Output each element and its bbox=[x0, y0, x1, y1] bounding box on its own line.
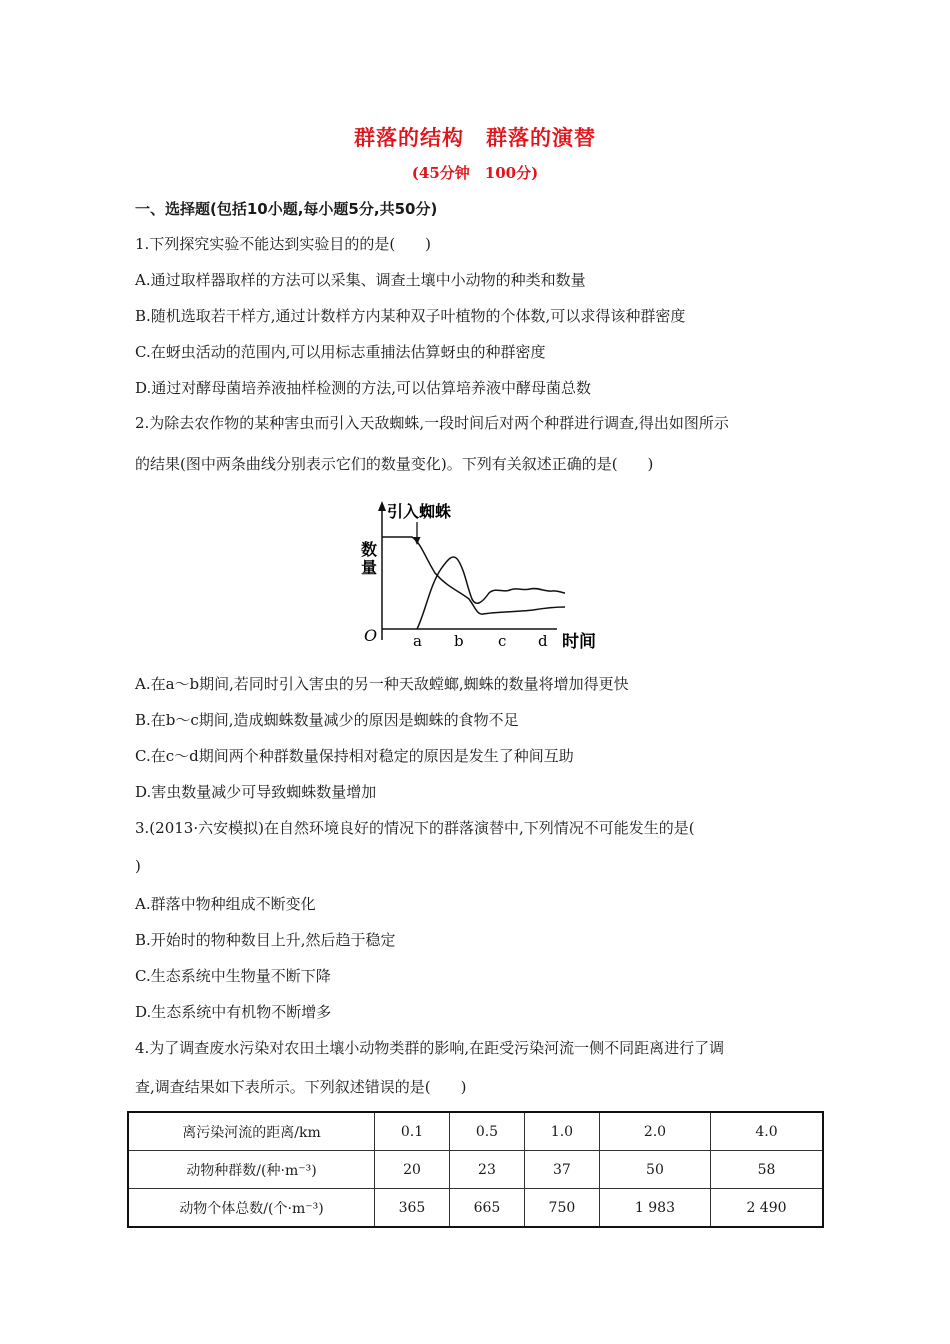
table-row bbox=[128, 1112, 823, 1151]
table-cell: 665 bbox=[449, 1189, 524, 1228]
row-label-distance: 离污染河流的距离/km bbox=[128, 1112, 375, 1151]
row-label-individuals: 动物个体总数/(个·m⁻³) bbox=[128, 1189, 375, 1228]
y-axis-arrow-icon bbox=[378, 501, 386, 511]
table-cell: 37 bbox=[524, 1151, 599, 1189]
q3-option-a: A.群落中物种组成不断变化 bbox=[135, 895, 316, 913]
table-cell: 0.5 bbox=[449, 1112, 524, 1151]
table-cell: 0.1 bbox=[375, 1112, 450, 1151]
ylabel-char-1: 数 bbox=[361, 540, 378, 559]
table-cell: 1 983 bbox=[599, 1189, 710, 1228]
section-heading: 一、选择题(包括10小题,每小题5分,共50分) bbox=[135, 200, 438, 218]
q3-stem-line2: ) bbox=[135, 857, 141, 875]
tick-c: c bbox=[498, 632, 507, 650]
q4-stem-line2: 查,调查结果如下表所示。下列叙述错误的是( ) bbox=[135, 1078, 467, 1096]
table-cell: 50 bbox=[599, 1151, 710, 1189]
q3-option-d: D.生态系统中有机物不断增多 bbox=[135, 1003, 332, 1021]
q2-stem-line1: 2.为除去农作物的某种害虫而引入天敌蜘蛛,一段时间后对两个种群进行调查,得出如图所示 bbox=[135, 414, 729, 432]
document-title: 群落的结构 群落的演替 bbox=[354, 126, 596, 150]
q4-stem-line1: 4.为了调查废水污染对农田土壤小动物类群的影响,在距受污染河流一侧不同距离进行了调 bbox=[135, 1039, 725, 1057]
table-cell: 2 490 bbox=[711, 1189, 824, 1228]
table-cell: 4.0 bbox=[711, 1112, 824, 1151]
spider-population-curve bbox=[417, 557, 565, 629]
q3-stem-line1: 3.(2013·六安模拟)在自然环境良好的情况下的群落演替中,下列情况不可能发生的是( bbox=[135, 819, 695, 837]
table-cell: 750 bbox=[524, 1189, 599, 1228]
tick-a: a bbox=[413, 632, 422, 650]
q2-option-d: D.害虫数量减少可导致蜘蛛数量增加 bbox=[135, 783, 377, 801]
document-subtitle: (45分钟 100分) bbox=[411, 164, 539, 182]
table-cell: 20 bbox=[375, 1151, 450, 1189]
table-cell: 1.0 bbox=[524, 1112, 599, 1151]
q3-option-b: B.开始时的物种数目上升,然后趋于稳定 bbox=[135, 931, 396, 949]
table-cell: 58 bbox=[711, 1151, 824, 1189]
ylabel-char-2: 量 bbox=[361, 558, 378, 577]
q1-stem: 1.下列探究实验不能达到实验目的的是( ) bbox=[135, 235, 432, 253]
population-figure bbox=[355, 495, 605, 660]
table-cell: 365 bbox=[375, 1189, 450, 1228]
table-row bbox=[128, 1151, 823, 1189]
tick-b: b bbox=[454, 632, 464, 650]
q3-option-c: C.生态系统中生物量不断下降 bbox=[135, 967, 331, 985]
q2-option-c: C.在c～d期间两个种群数量保持相对稳定的原因是发生了种间互助 bbox=[135, 747, 574, 765]
q1-option-b: B.随机选取若干样方,通过计数样方内某种双子叶植物的个体数,可以求得该种群密度 bbox=[135, 307, 686, 325]
q1-option-c: C.在蚜虫活动的范围内,可以用标志重捕法估算蚜虫的种群密度 bbox=[135, 343, 546, 361]
annotation-label: 引入蜘蛛 bbox=[387, 502, 452, 521]
table-cell: 23 bbox=[449, 1151, 524, 1189]
q1-option-a: A.通过取样器取样的方法可以采集、调查土壤中小动物的种类和数量 bbox=[135, 271, 586, 289]
origin-label: O bbox=[364, 626, 378, 645]
q2-option-b: B.在b～c期间,造成蜘蛛数量减少的原因是蜘蛛的食物不足 bbox=[135, 711, 519, 729]
xlabel: 时间 bbox=[562, 632, 596, 652]
pest-population-curve bbox=[382, 537, 565, 614]
q2-option-a: A.在a～b期间,若同时引入害虫的另一种天敌螳螂,蜘蛛的数量将增加得更快 bbox=[135, 675, 629, 693]
q1-option-d: D.通过对酵母菌培养液抽样检测的方法,可以估算培养液中酵母菌总数 bbox=[135, 379, 592, 397]
survey-table bbox=[127, 1111, 824, 1228]
q2-stem-line2: 的结果(图中两条曲线分别表示它们的数量变化)。下列有关叙述正确的是( ) bbox=[135, 455, 654, 473]
table-cell: 2.0 bbox=[599, 1112, 710, 1151]
row-label-species: 动物种群数/(种·m⁻³) bbox=[128, 1151, 375, 1189]
tick-d: d bbox=[538, 632, 548, 650]
table-row bbox=[128, 1189, 823, 1228]
